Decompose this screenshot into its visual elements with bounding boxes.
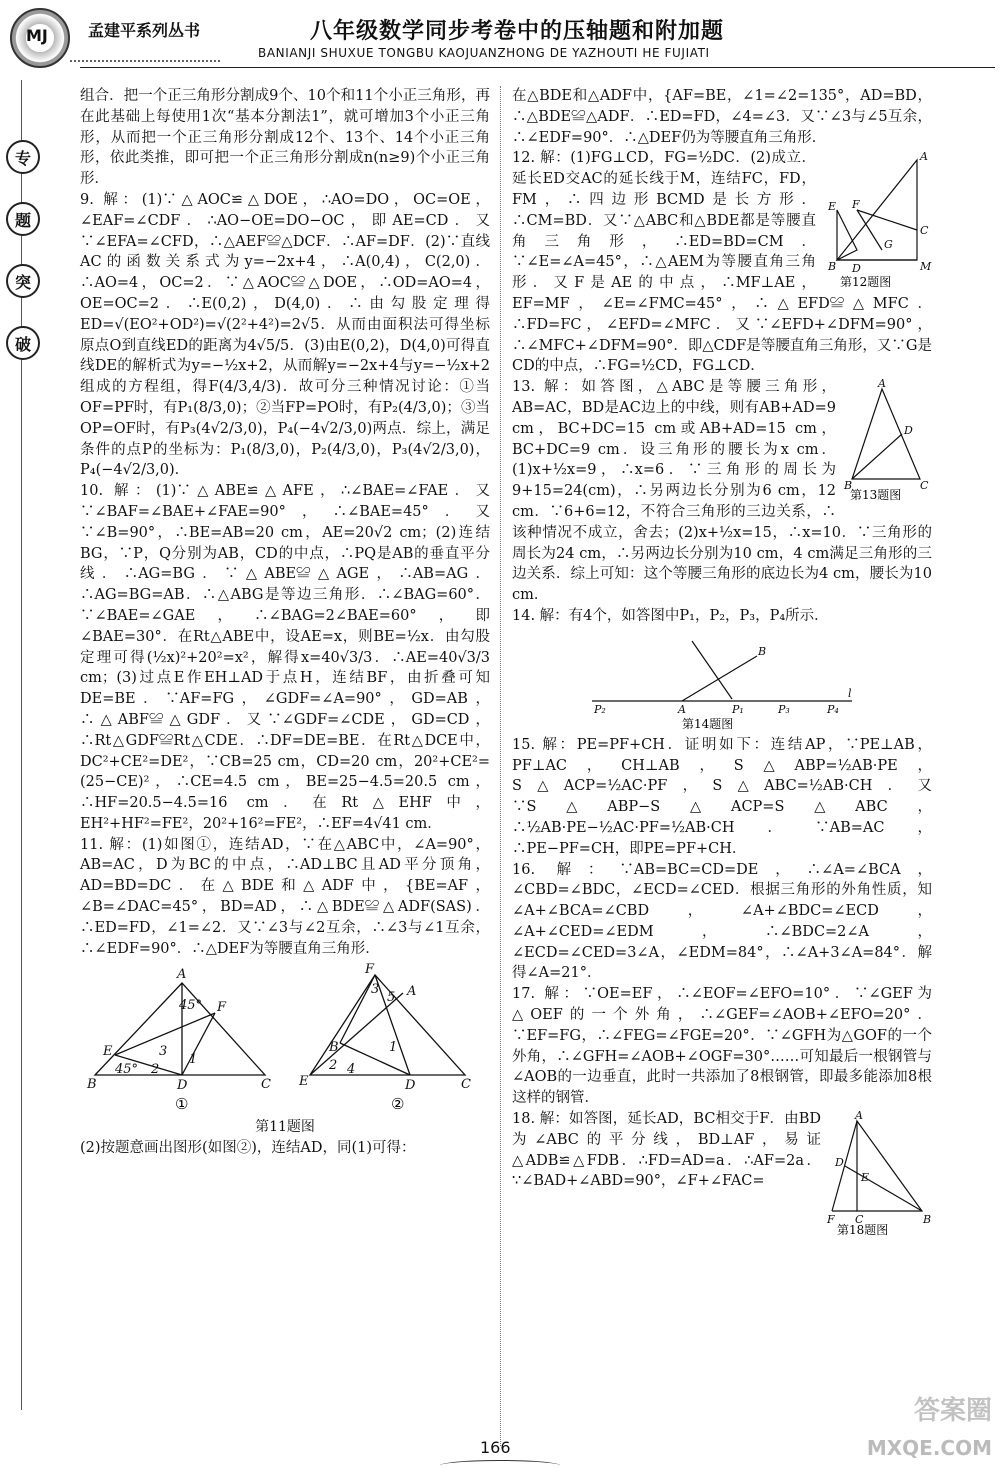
svg-text:第18题图: 第18题图 [837,1223,889,1237]
svg-text:B: B [758,644,767,658]
page-number: 166 [480,1438,511,1457]
page-ornament [440,1460,560,1471]
svg-text:5: 5 [387,990,396,1006]
answer-13: 13. 解：如答图，△ABC是等腰三角形，AB=AC，BD是AC边上的中线，则有AB+AD=9 cm，BC+DC=15 cm或AB+AD=15 cm，BC+DC=9 cm．设三角形的腰长为x cm．(1)x+½x=9，∴x=6．∵三角形的周长为9+15=24(cm)，∴另两边长分别为6 cm，12 cm．∵6+6=12，不符合三角形的三边关系，∴该种情况不成立，舍去；(2)x+½x=15，∴x=10．∵三角形的周长为24 cm，∴另两边长分别为10 cm，4 cm满足三角形的三边关系．综上可知：这个等腰三角形的底边长为4 cm，腰长为10 cm． [512,379,932,604]
svg-text:D: D [177,1078,188,1094]
page-title: 八年级数学同步考卷中的压轴题和附加题 [310,19,725,44]
svg-text:第13题图: 第13题图 [850,488,902,503]
answer-11-cont: 在△BDE和△ADF中，{AF=BE，∠1=∠2=135°，AD=BD，∴△BDE≌△ADF．∴ED=FD，∠4=∠3．又∵∠3与∠5互余，∴∠EDF=90°．∴△DEF仍为等腰直角三角形． [512,88,932,146]
svg-text:45°: 45° [179,998,203,1014]
svg-text:②: ② [391,1095,405,1114]
figure-14 [582,631,862,731]
side-tag: 破 [6,326,40,360]
svg-text:①: ① [175,1095,189,1114]
svg-text:D: D [852,262,861,276]
series-logo: MJ [10,8,70,68]
side-tag: 题 [6,202,40,236]
svg-text:A: A [177,967,187,983]
side-tag: 专 [6,140,40,174]
svg-text:G: G [884,238,893,252]
svg-text:B: B [828,260,837,274]
svg-text:B: B [329,1040,339,1056]
svg-text:45°: 45° [115,1062,139,1078]
svg-text:1: 1 [389,1040,398,1056]
svg-text:A: A [920,150,928,164]
paragraph: 组合．把一个正三角形分割成9个、10个和11个小正三角形，再在此基础上每使用1次“基本分割法1”，就可增加3个小正三角形，从而把一个正三角形分割成12个、13个、14个小正三角形，依此类推，即可把一个正三角形分割成n(n≥9)个小正三角形． [80,88,490,188]
svg-text:F: F [827,1213,835,1227]
answer-12: 12. 解：(1)FG⊥CD，FG=½DC．(2)成立．延长ED交AC的延长线于M，连结FC，FD，FM，∴四边形BCMD是长方形．∴CM=BD．又∵△ABC和△BDE都是等腰直角三角形，∴ED=BD=CM．∵∠E=∠A=45°，∴△AEM为等腰直角三角形．又F是AE的中点，∴MF⊥AE，EF=MF，∠E=∠FMC=45°，∴△EFD≌△MFC．∴FD=FC，∠EFD=∠MFC．又∵∠EFD+∠DFM=90°，∴∠MFC+∠DFM=90°．即△CDF是等腰直角三角形，又∵G是CD的中点，∴FG=½CD，FG⊥CD． [512,150,932,375]
svg-text:P₁: P₁ [732,702,744,716]
answer-11: 11. 解：(1)如图①，连结AD，∵在△ABC中，∠A=90°，AB=AC，D为BC的中点，∴AD⊥BC且AD平分顶角，AD=BD=DC．在△BDE和△ADF中，{BE=AF，∠B=∠DAC=45°，BD=AD，∴△BDE≌△ADF(SAS)．∴ED=FD，∠1=∠2．又∵∠3与∠2互余，∴∠3与∠1互余，∴∠EDF=90°．∴△DEF为等腰直角三角形． [80,836,490,957]
svg-text:B: B [923,1213,932,1227]
right-column [512,86,932,1238]
svg-text:3: 3 [371,982,380,998]
svg-text:E: E [828,200,837,214]
side-tags [6,140,40,388]
answer-17: 17. 解：∵OE=EF，∴∠EOF=∠EFO=10°．∵∠GEF为△OEF的一个外角，∴∠GEF=∠AOB+∠EFO=20°．∵EF=FG，∴∠FEG=∠FGE=20°．∵∠GFH为△GOF的一个外角，∴∠GFH=∠AOB+∠OGF=30°……可知最后一根钢管与∠AOB的一边垂直，此时一共添加了8根钢管，即最多能添加8根这样的钢管． [512,986,932,1107]
page-subtitle: BANIANJI SHUXUE TONGBU KAOJUANZHONG DE YAZHOUTI HE FUJIATI [258,46,710,60]
svg-text:D: D [904,424,913,438]
svg-text:C: C [920,224,929,238]
answer-15: 15. 解：PE=PF+CH．证明如下：连结AP，∵PE⊥AB，PF⊥AC，CH⊥AB，S△ABP=½AB·PE，S△ACP=½AC·PF，S△ABC=½AB·CH．又∵S△ABP−S△ACP=S△ABC，∴½AB·PE−½AC·PF=½AB·CH．∵AB=AC，∴PE−PF=CH，即PE=PF+CH． [512,736,932,857]
svg-text:A: A [878,379,886,391]
svg-text:P₄: P₄ [827,702,839,716]
svg-text:C: C [920,479,929,493]
svg-text:F: F [217,1000,227,1016]
svg-text:E: E [299,1074,309,1090]
answer-10: 10. 解：(1)∵△ABE≌△AFE，∴∠BAE=∠FAE．又∵∠BAF=∠BAE+∠FAE=90°，∴∠BAE=45°．又∵∠B=90°，∴BE=AB=20 cm，AE=20√2 cm；(2)连结BG，∵P，Q分别为AB，CD的中点，∴PQ是AB的垂直平分线．∴AG=BG．∵△ABE≌△AGE，∴AB=AG．∴AG=BG=AB．∴△ABG是等边三角形．∴∠BAG=60°．∵∠BAE=∠GAE，∴∠BAG=2∠BAE=60°，即∠BAE=30°．在Rt△ABE中，设AE=x，则BE=½x．由勾股定理可得(½x)²+20²=x²，解得x=40√3/3．∴AE=40√3/3 cm；(3)过点E作EH⊥AD于点H，连结BF，由折叠可知DE=BE．∵AF=FG，∠GDF=∠A=90°，GD=AB，∴△ABF≌△GDF．又∵∠GDF=∠CDE，GD=CD，∴Rt△GDF≌Rt△CDE．∴DF=DE=BE．在Rt△DCE中，DC²+CE²=DE²，∵CB=25 cm，CD=20 cm，20²+CE²=(25−CE)²，∴CE=4.5 cm，BE=25−4.5=20.5 cm，∴HF=20.5−4.5=16 cm．在Rt△EHF中，EH²+HF²=FE²，20²+16²=FE²，∴EF=4√41 cm． [80,483,490,832]
svg-text:第14题图: 第14题图 [682,716,734,731]
figure-caption: 第11题图 [255,1119,315,1136]
series-name: 孟建平系列丛书 [88,21,201,40]
svg-text:E: E [103,1044,113,1060]
svg-text:第12题图: 第12题图 [840,275,892,290]
svg-text:3: 3 [159,1044,168,1060]
page-header [0,0,1000,80]
side-tag: 突 [6,264,40,298]
svg-text:C: C [461,1077,471,1093]
left-column [80,86,490,1159]
svg-text:F: F [852,198,860,212]
svg-text:A: A [407,984,417,1000]
svg-text:D: D [405,1078,416,1094]
svg-text:B: B [87,1077,97,1093]
svg-text:P₃: P₃ [778,702,790,716]
svg-text:l: l [848,686,852,700]
header-rule [80,67,995,68]
figure-18 [827,1111,932,1236]
svg-text:A: A [678,702,686,716]
svg-text:P₂: P₂ [594,702,606,716]
watermark-url: MXQE.COM [866,1436,992,1460]
svg-text:E: E [861,1171,870,1185]
answer-9: 9. 解：(1)∵△AOC≌△DOE，∴AO=DO，OC=OE，∠EAF=∠CDF．∴AO−OE=DO−OC，即AE=CD．又∵∠EFA=∠CFD，∴△AEF≌△DCF．∴AF=DF．(2)∵直线AC的函数关系式为y=−2x+4，∴A(0,4)，C(2,0)．∴AO=4，OC=2．∵△AOC≌△DOE，∴OD=AO=4，OE=OC=2．∴E(0,2)，D(4,0)．∴由勾股定理得ED=√(EO²+OD²)=√(2²+4²)=2√5．从而由面积法可得坐标原点O到直线ED的距离为4√5/5．(3)由E(0,2)，D(4,0)可得直线DE的解析式为y=−½x+2，从而解y=−2x+4与y=−½x+2组成的方程组，得F(4/3,4/3)．故可分三种情况讨论：①当OF=PF时，有P₁(8/3,0)；②当FP=PO时，有P₂(4/3,0)；③当OP=OF时，有P₃(4√2/3,0)，P₄(−4√2/3,0)两点．综上，满足条件的点P的坐标为：P₁(8/3,0)，P₂(4/3,0)，P₃(4√2/3,0)，P₄(−4√2/3,0)． [80,191,490,479]
svg-text:2: 2 [151,1062,160,1078]
figure-12 [822,150,932,290]
svg-text:A: A [855,1111,863,1123]
figure-13 [842,379,932,504]
answer-18: 18. 解：如答图，延长AD，BC相交于F．由BD为∠ABC的平分线，BD⊥AF，易证△ADB≌△FDB．∴FD=AD=a．∴AF=2a．∵∠BAD+∠ABD=90°，∠F+∠FAC= [512,1111,821,1190]
column-divider [500,86,501,1446]
svg-text:C: C [261,1077,271,1093]
svg-text:F: F [365,963,375,978]
header-ornament [70,50,220,62]
watermark: 答案圈 [913,1396,992,1426]
svg-text:D: D [835,1156,844,1170]
paragraph: (2)按题意画出图形(如图②)，连结AD，同(1)可得： [80,1140,416,1157]
svg-text:C: C [855,1213,864,1227]
svg-text:4: 4 [347,1062,356,1078]
svg-text:1: 1 [189,1052,198,1068]
answer-16: 16. 解：∵AB=BC=CD=DE，∴∠A=∠BCA，∠CBD=∠BDC，∠ECD=∠CED．根据三角形的外角性质，知∠A+∠BCA=∠CBD，∠A+∠BDC=∠ECD，∠A+∠CED=∠EDM，∴∠BDC=2∠A，∠ECD=∠CED=3∠A，∠EDM=84°，∴∠A+3∠A=84°．解得∠A=21°． [512,861,932,982]
svg-text:2: 2 [329,1058,338,1074]
figure-11 [85,963,485,1113]
svg-text:M: M [920,260,932,274]
svg-text:B: B [844,479,853,493]
answer-14: 14. 解：有4个，如答图中P₁，P₂，P₃，P₄所示． [512,607,829,624]
